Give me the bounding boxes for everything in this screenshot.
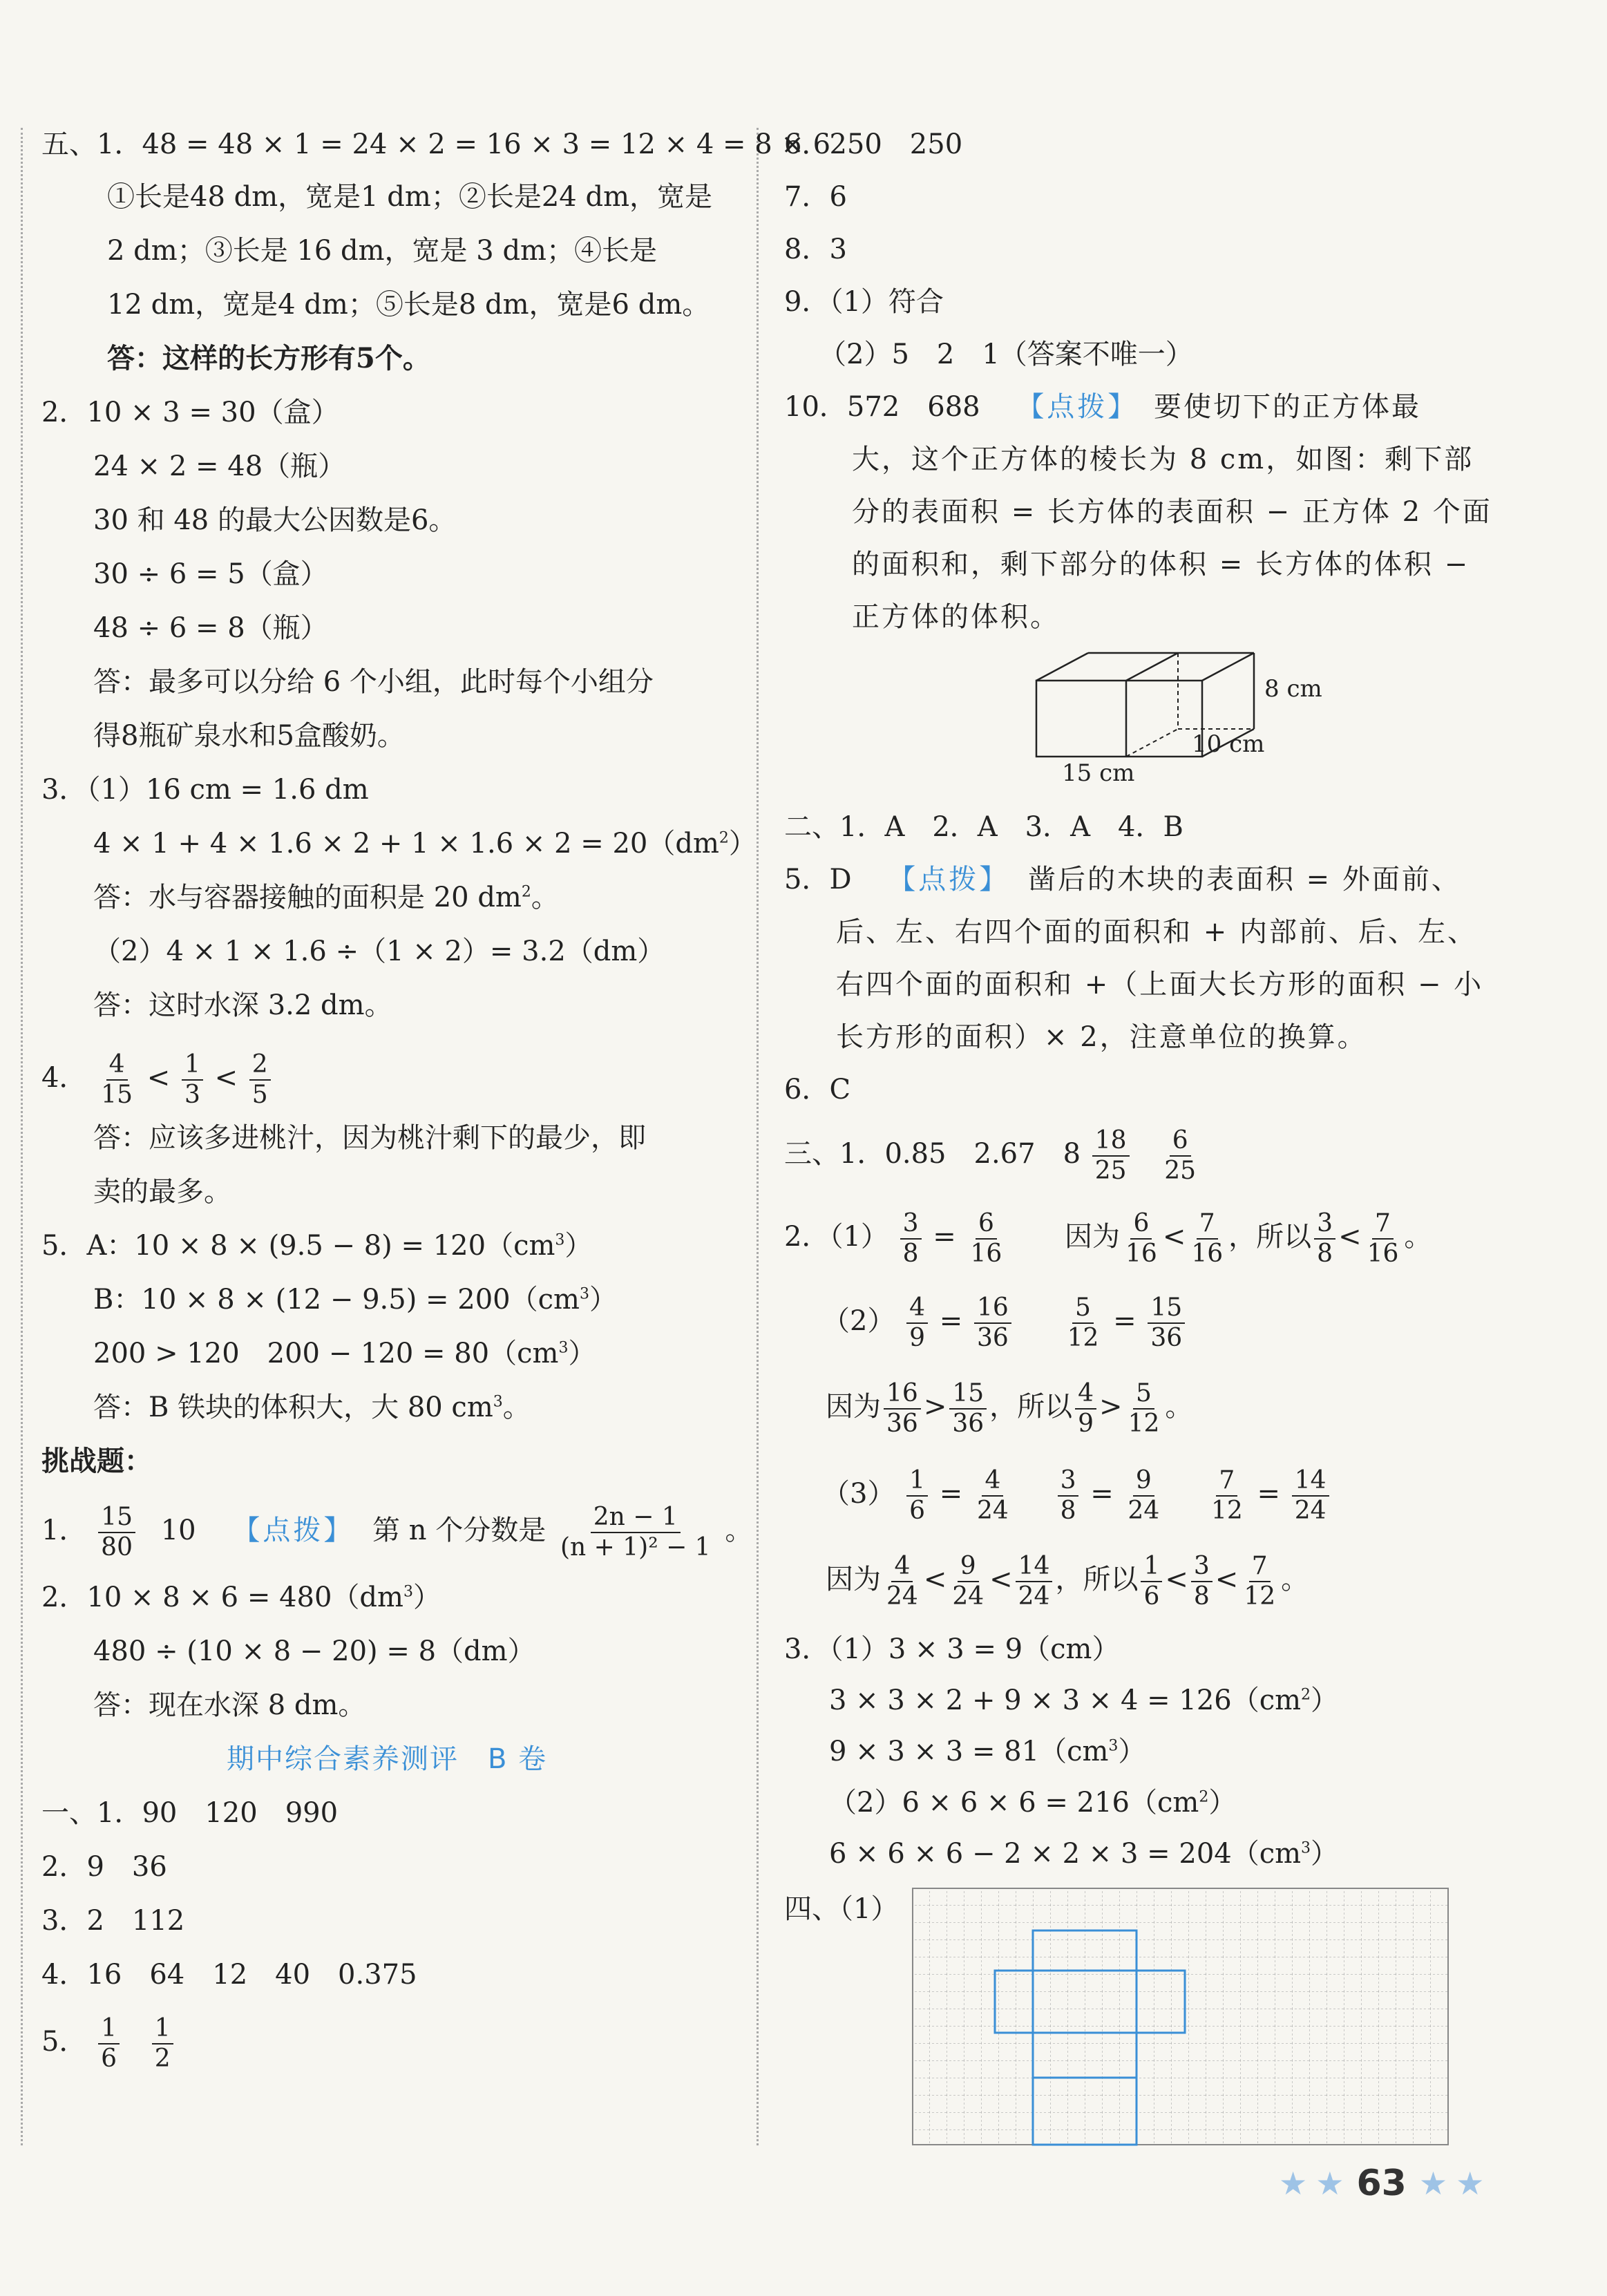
r2-q5-line-c: 右四个面的面积和 +（上面大长方形的面积 − 小 [836,969,1484,1000]
q5-4-line-a: 4． $\frac{4}{15}$ < $\frac{1}{3}$ < $\frac{2}{5}$ [41,1047,274,1109]
star-icon: ★ [1418,2165,1448,2202]
star-icon: ★ [1279,2165,1308,2202]
r3-q1: 三、1．0.85 2.67 8 $\frac{18}{25}$ $\frac{6}{25}$ [784,1119,1201,1188]
q5-5-line-a: 5．A：$10 \times 8 \times (9.5 - 8) = 120(cm^3)$ [41,1230,593,1262]
fraction: $\frac{3}{8}$ [1314,1211,1335,1266]
fraction: $\frac{15}{36}$ [949,1381,987,1436]
q5-5-line-b: B：$10 \times 8 \times (12 - 9.5) = 200(cm^3)$ [93,1284,617,1316]
q5-3-answer-1: 答：水与容器接触的面积是 20 $dm^2$。 [93,882,559,913]
r3-q2-3: （3） $\frac{1}{6}$ = $\frac{4}{24}$ $\frac{3}{8}$ = $\frac{9}{24}$ $\frac{7}{12}$ = $\frac{14}{24}$ [822,1459,1332,1528]
q5-2-line-e: 48 ÷ 6 = 8（瓶） [93,612,328,644]
page-number-area [1275,2156,1488,2211]
figure-label-15cm: 15 cm [1062,759,1135,787]
q10-line-a: 10．572 688 【点拨】 要使切下的正方体最 [784,391,1422,423]
r3-q3-line-a: 3．（1）3 × 3 = 9（cm） [784,1633,1120,1665]
tip-label: 【点拨】 [232,1515,354,1546]
r2-q1-4: 二、1．A 2．A 3．A 4．B [784,811,1183,843]
challenge-heading: 挑战题： [41,1445,152,1477]
fraction: $\frac{1}{6}$ [98,2016,120,2071]
r2-q5-line-b: 后、左、右四个面的面积和 + 内部前、后、左、 [836,916,1477,948]
figure-label-8cm: 8 cm [1264,675,1322,703]
tip-label: 【点拨】 [888,864,1010,895]
fraction: $\frac{7}{16}$ [1191,1209,1224,1268]
fraction: $\frac{1}{6}$ [1141,1554,1162,1609]
q5-4-answer-b: 卖的最多。 [93,1176,231,1208]
fraction: $\frac{7}{12}$ [1244,1552,1276,1611]
r3-q3-line-b: $3 \times 3 \times 2 + 9 \times 3 \times 4 = 126(cm^2)$ [829,1685,1339,1716]
r3-q2-1: 2．（1） $\frac{3}{8}$ = $\frac{6}{16}$ 因为 $\frac{6}{16}$ < $\frac{7}{16}$ ，所以 $\frac{3}{8}$ < $\frac{7}{16}$ 。 [784,1209,1432,1268]
q9-1: 9．（1）符合 [784,286,944,318]
fraction: $\frac{4}{24}$ [977,1466,1009,1525]
q10-line-e: 正方体的体积。 [852,601,1060,633]
q5-3-line-b: $4 \times 1 + 4 \times 1.6 \times 2 + 1 \times 1.6 \times 2 = 20(dm^2)$ [93,828,757,860]
q6: 6．250 250 [784,129,963,160]
fraction: $\frac{1}{3}$ [182,1052,203,1108]
fraction: $\frac{15}{36}$ [1148,1296,1185,1351]
fraction: $\frac{4}{9}$ [906,1296,928,1351]
column-divider [757,128,759,2145]
star-icon: ★ [1456,2165,1485,2202]
fraction: $\frac{1}{6}$ [906,1468,928,1524]
b1-q3: 3．2 112 [41,1905,185,1937]
q5-1-answer: 答：这样的长方形有5个。 [107,342,430,374]
fraction: $\frac{14}{24}$ [1016,1554,1053,1609]
q5-5-line-c: 200 > 120 $200 - 120 = 80(cm^3)$ [93,1338,596,1369]
fraction: $\frac{5}{12}$ [1128,1379,1160,1438]
q5-2-answer-b: 得8瓶矿泉水和5盒酸奶。 [93,720,405,752]
fraction: $\frac{9}{24}$ [1128,1466,1160,1525]
q5-1-line-c: 2 dm；③长是 16 dm，宽是 3 dm；④长是 [107,235,657,267]
r4-q1-label: 四、（1） [784,1893,899,1925]
r3-q3-line-e: $6 \times 6 \times 6 - 2 \times 2 \times 3 = 204(cm^3)$ [829,1838,1339,1870]
q5-3-answer-2: 答：这时水深 3.2 dm。 [93,989,392,1021]
b1-q1: 一、1．90 120 990 [41,1797,339,1829]
fraction: $\frac{15}{80}$ [98,1505,135,1560]
left-margin-rule [21,128,23,2145]
r2-q5-line-a: 5．D 【点拨】 凿后的木块的表面积 = 外面前、 [784,864,1461,895]
q5-2-line-d: 30 ÷ 6 = 5（盒） [93,558,328,590]
challenge-2-line-a: 2．$10 \times 8 \times 6 = 480(dm^3)$ [41,1582,441,1613]
q5-2-answer-a: 答：最多可以分给 6 个小组，此时每个小组分 [93,666,654,698]
r2-q5-line-d: 长方形的面积）× 2，注意单位的换算。 [836,1021,1367,1053]
q8: 8．3 [784,234,847,265]
fraction: $\frac{3}{8}$ [1058,1468,1079,1524]
fraction: $\frac{6}{16}$ [1125,1209,1157,1268]
b1-q5: 5． $\frac{1}{6}$ $\frac{1}{2}$ [41,2007,176,2076]
fraction: $\frac{6}{25}$ [1164,1126,1197,1185]
fraction: $\frac{14}{24}$ [1292,1468,1329,1524]
challenge-2-line-b: 480 ÷ (10 × 8 − 20) = 8（dm） [93,1635,535,1667]
r3-q2-2: （2） $\frac{4}{9}$ = $\frac{16}{36}$ $\frac{5}{12}$ = $\frac{15}{36}$ [822,1287,1188,1356]
b1-q4: 4．16 64 12 40 0.375 [41,1959,417,1991]
r3-q3-line-c: $9 \times 3 \times 3 = 81(cm^3)$ [829,1736,1146,1767]
challenge-2-answer: 答：现在水深 8 dm。 [93,1689,366,1721]
fraction: $\frac{4}{15}$ [101,1050,133,1109]
fraction: $\frac{3}{8}$ [900,1211,922,1266]
star-icon: ★ [1315,2165,1344,2202]
q5-1-line-a: 五、1．48 = 48 × 1 = 24 × 2 = 16 × 3 = 12 × 4 = 8 × 6 [41,129,831,160]
fraction: $\frac{1}{2}$ [152,2016,173,2071]
fraction: $\frac{5}{12}$ [1067,1293,1099,1352]
b1-q2: 2．9 36 [41,1851,167,1883]
fraction: $\frac{18}{25}$ [1092,1128,1130,1184]
fraction: $\frac{9}{24}$ [952,1552,985,1611]
fraction: $\frac{4}{24}$ [886,1552,918,1611]
q5-4-answer-a: 答：应该多进桃汁，因为桃汁剩下的最少，即 [93,1122,646,1154]
q10-line-c: 分的表面积 = 长方体的表面积 − 正方体 2 个面 [852,496,1492,528]
cuboid-figure [1023,646,1271,784]
q10-line-d: 的面积和，剩下部分的体积 = 长方体的体积 − [852,549,1470,580]
section-title: 期中综合素养测评 B 卷 [227,1743,548,1775]
q5-2-line-b: 24 × 2 = 48（瓶） [93,450,346,482]
q5-2-line-a: 2．10 × 3 = 30（盒） [41,397,339,428]
fraction: $\frac{3}{8}$ [1191,1554,1213,1609]
q5-2-line-c: 30 和 48 的最大公因数是6。 [93,504,457,536]
q7: 7．6 [784,181,847,213]
tip-label: 【点拨】 [1016,391,1139,423]
r3-q2-3-compare: 因为 $\frac{4}{24}$ < $\frac{9}{24}$ < $\frac{14}{24}$ ，所以 $\frac{1}{6}$ < $\frac{3}{8}$ < $\frac{7}{12}$ 。 [826,1552,1309,1611]
fraction: $\frac{4}{9}$ [1075,1381,1096,1436]
r3-q3-line-d: $(2)6 \times 6 \times 6 = 216(cm^2)$ [829,1787,1237,1819]
fraction: $\frac{2n - 1}{\text{(n + 1)² − 1}}$ [560,1503,711,1562]
fraction: $\frac{6}{16}$ [970,1209,1002,1268]
r3-q2-2-compare: 因为 $\frac{16}{36}$ > $\frac{15}{36}$ ，所以 $\frac{4}{9}$ > $\frac{5}{12}$ 。 [826,1379,1193,1438]
fraction: $\frac{7}{12}$ [1210,1466,1243,1525]
q5-1-line-d: 12 dm，宽是4 dm；⑤长是8 dm，宽是6 dm。 [107,289,710,321]
fraction: $\frac{16}{36}$ [974,1296,1011,1351]
q10-line-b: 大，这个正方体的棱长为 8 cm，如图：剩下部 [852,444,1474,475]
grid-net-figure [912,1888,1451,2147]
q9-2: （2）5 2 1（答案不唯一） [819,339,1193,370]
r2-q6: 6．C [784,1074,851,1106]
fraction: $\frac{16}{36}$ [884,1381,921,1436]
q5-1-line-b: ①长是48 dm，宽是1 dm；②长是24 dm，宽是 [107,181,712,213]
q5-3-line-d: （2）4 × 1 × 1.6 ÷（1 × 2）= 3.2（dm） [93,936,665,967]
challenge-1: 1． $\frac{15}{80}$ 10 【点拨】 第 n 个分数是 $\frac{2n - 1}{\text{(n + 1)² − 1}}$ 。 [41,1503,753,1562]
figure-label-10cm: 10 cm [1192,730,1265,758]
fraction: $\frac{7}{16}$ [1367,1209,1399,1268]
fraction: $\frac{2}{5}$ [249,1052,271,1108]
q5-5-answer: 答：B 铁块的体积大，大 80 $cm^3$。 [93,1392,531,1423]
q5-3-line-a: 3．（1）16 cm = 1.6 dm [41,774,369,806]
page-number: 63 [1356,2163,1407,2204]
